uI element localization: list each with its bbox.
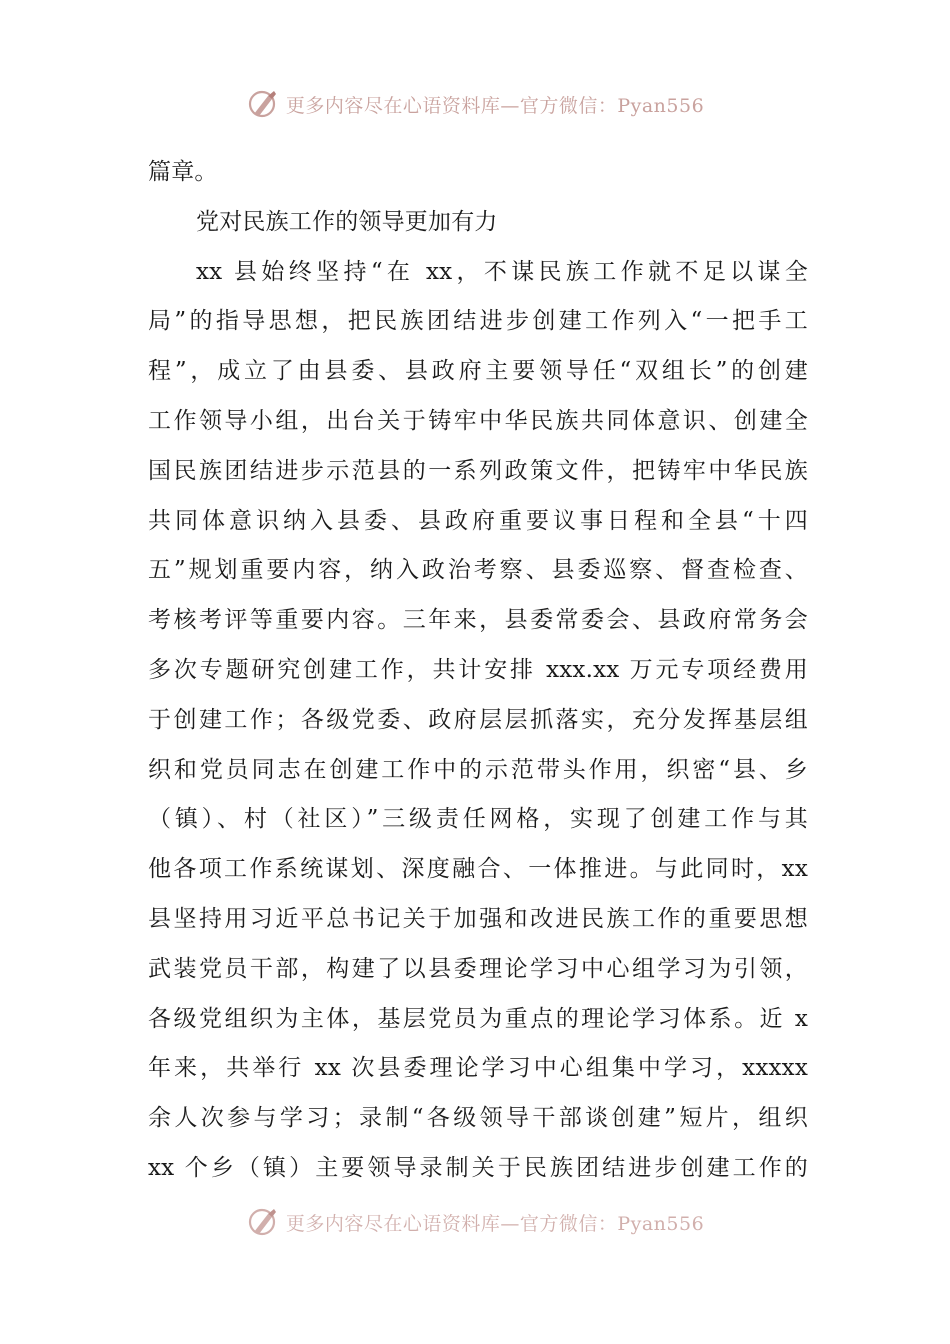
text-line: 五”规划重要内容，纳入政治考察、县委巡察、督查检查、 — [148, 557, 808, 584]
text-line: 余人次参与学习；录制“各级领导干部谈创建”短片，组织 — [148, 1105, 808, 1132]
text-line: 各级党组织为主体，基层党员为重点的理论学习体系。近 x — [148, 1005, 808, 1032]
text-line: 工作领导小组，出台关于铸牢中华民族共同体意识、创建全 — [148, 407, 808, 434]
text-line: 织和党员同志在创建工作中的示范带头作用，织密“县、乡 — [148, 756, 808, 783]
text-line: xx 个乡（镇）主要领导录制关于民族团结进步创建工作的 — [148, 1154, 808, 1181]
watermark-footer — [0, 1204, 950, 1240]
watermark-header — [0, 86, 950, 122]
text-line: 武装党员干部，构建了以县委理论学习中心组学习为引领， — [148, 955, 808, 982]
text-line: 县坚持用习近平总书记关于加强和改进民族工作的重要思想 — [148, 905, 808, 932]
pen-nib-logo-icon — [246, 87, 280, 121]
text-line: （镇）、村（社区）”三级责任网格，实现了创建工作与其 — [148, 806, 808, 833]
text-line: 于创建工作；各级党委、政府层层抓落实，充分发挥基层组 — [148, 706, 808, 733]
text-line: 程”，成立了由县委、县政府主要领导任“双组长”的创建 — [148, 358, 808, 385]
pen-nib-logo-icon — [246, 1205, 280, 1239]
section-heading: 党对民族工作的领导更加有力 — [196, 208, 498, 235]
text-line: 年来，共举行 xx 次县委理论学习中心组集中学习，xxxxx — [148, 1055, 808, 1082]
document-body — [148, 148, 808, 1194]
watermark-text: 更多内容尽在心语资料库—官方微信：Pyan556 — [285, 94, 705, 117]
text-line: xx 县始终坚持“在 xx，不谋民族工作就不足以谋全 — [196, 258, 808, 285]
text-line: 局”的指导思想，把民族团结进步创建工作列入“一把手工 — [148, 308, 808, 335]
text-line: 共同体意识纳入县委、县政府重要议事日程和全县“十四 — [148, 507, 808, 534]
text-line: 他各项工作系统谋划、深度融合、一体推进。与此同时，xx — [148, 856, 808, 883]
watermark-text: 更多内容尽在心语资料库—官方微信：Pyan556 — [285, 1212, 705, 1235]
text-line: 篇章。 — [148, 159, 218, 185]
text-line: 国民族团结进步示范县的一系列政策文件，把铸牢中华民族 — [148, 457, 808, 484]
text-line: 考核考评等重要内容。三年来，县委常委会、县政府常务会 — [148, 607, 808, 634]
text-line: 多次专题研究创建工作，共计安排 xxx.xx 万元专项经费用 — [148, 656, 808, 683]
